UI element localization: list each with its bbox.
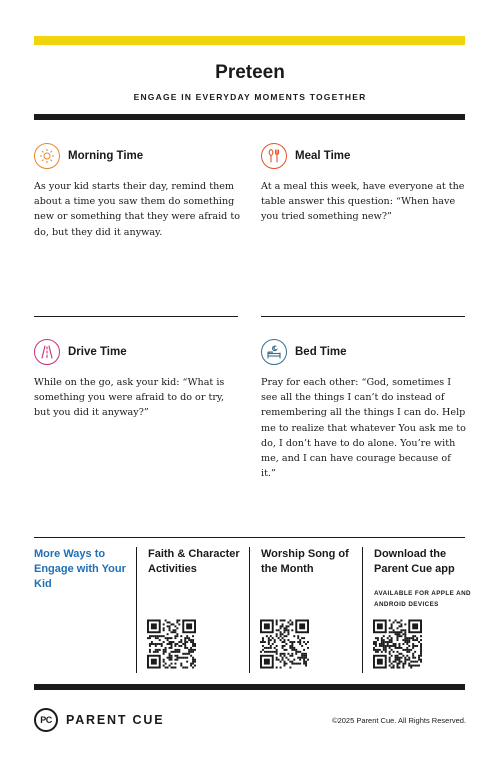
top-accent-bar [34,36,465,45]
copyright-notice: ©2025 Parent Cue. All Rights Reserved. [332,716,466,725]
parent-cue-logo-icon: PC [34,708,58,732]
road-icon [34,339,60,365]
column-divider [136,547,137,673]
qr-code-app-download[interactable] [373,619,422,669]
card-body: As your kid starts their day, remind them about a time you saw them do something new or something that they were afraid to do, but they did it anyway. [34,181,240,238]
card-body: Pray for each other: “God, sometimes I see all the things I can’t do instead of remembering all the things I can do. Help me to realize that whatever You ask me to do, I don’t have to do alone. You’re with me, and I can have courage because of it.” [261,377,466,480]
brand-lockup [34,708,164,732]
download-app-column [374,547,474,610]
footer-bar [34,684,465,690]
footer-divider [34,537,465,538]
card-title: Bed Time [295,346,347,358]
worship-song-column [261,547,361,577]
column-title: Faith & Character Activities [148,548,240,575]
column-title: Download the Parent Cue app [374,548,455,575]
card-body: At a meal this week, have everyone at the table answer this question: “When have you tried something new?” [261,181,465,223]
bed-moon-icon [261,339,287,365]
card-meal-time [261,143,467,225]
card-title: Morning Time [68,150,144,162]
utensils-icon [261,143,287,169]
sun-icon [34,143,60,169]
card-bed-time [261,339,467,481]
card-divider [261,316,465,317]
card-title: Drive Time [68,346,127,358]
more-ways-heading: More Ways to Engage with Your Kid [34,548,126,590]
card-morning-time [34,143,240,240]
qr-code-faith-activities[interactable] [147,619,196,669]
brand-name: PARENT CUE [66,713,165,727]
app-availability-note: AVAILABLE FOR APPLE AND ANDROID DEVICES [374,590,472,608]
column-divider [249,547,250,673]
column-title: Worship Song of the Month [261,548,349,575]
card-divider [34,316,238,317]
card-title: Meal Time [295,150,351,162]
faith-character-column [148,547,248,577]
qr-code-worship-song[interactable] [260,619,309,669]
card-body: While on the go, ask your kid: “What is something you were afraid to do or try, but you did it anyway?” [34,377,225,419]
column-divider [362,547,363,673]
header-divider [34,114,465,120]
page-title: Preteen [215,62,285,83]
page-subtitle: ENGAGE IN EVERYDAY MOMENTS TOGETHER [133,92,367,102]
card-drive-time [34,339,240,421]
